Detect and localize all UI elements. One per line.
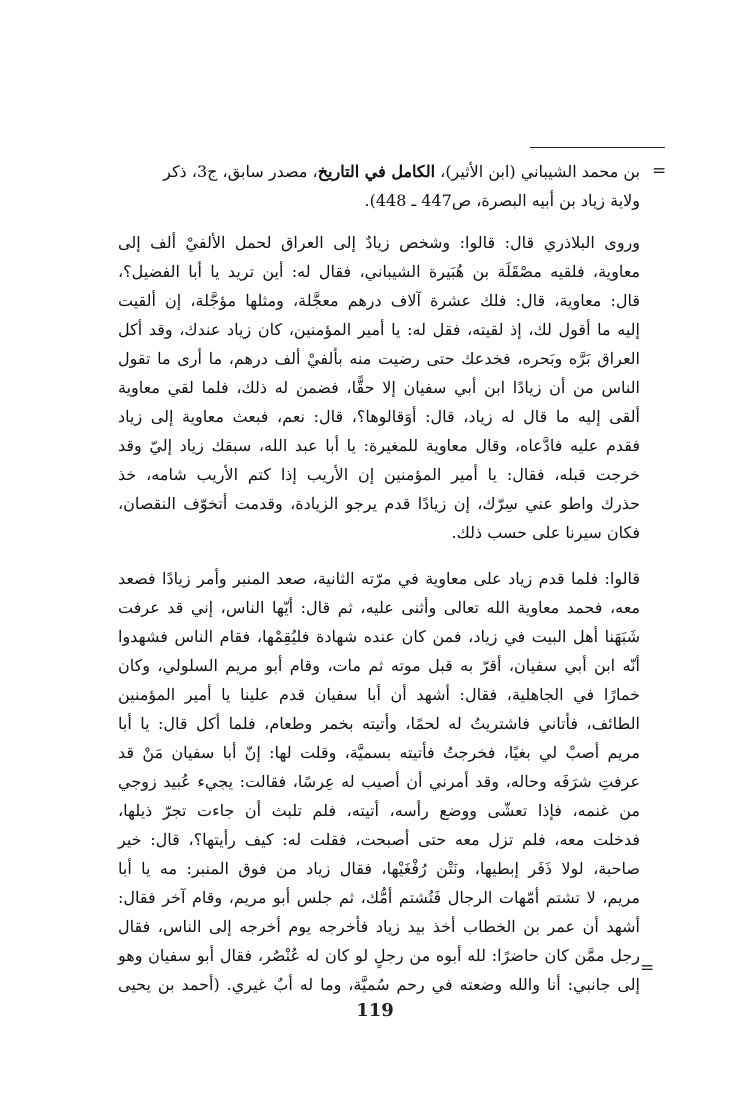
text-line: فقدم عليه فادَّعاه، وقال معاوية للمغيرة: يا أبا عبد الله، سبقك زياد إليّ وقد [118, 436, 640, 455]
footnote-continuation-mark: = [652, 161, 667, 181]
footnote-line-1 [120, 157, 640, 186]
paragraph-1 [118, 228, 640, 547]
text-line: أنّه ابن أبي سفيان، أقرّ به قبل موته ثم مات، وقام أبو مريم السلولي، وكان [118, 656, 640, 675]
footnote-book-title: الكامل في التاريخ [317, 162, 436, 181]
text-line: حذرك واطو عني سِرّك، إن زيادًا قدم يرجو الزيادة، وقدمت أتخوّف النقصان، [118, 494, 640, 513]
text-line: إلى جانبي: أنا والله وضعته في رحم سُميَّة، وما له أبٌ غيري. (أحمد بن يحيى [118, 975, 641, 994]
text-line: معه، فحمد معاوية الله تعالى وأثنى عليه، ثم قال: أيّها الناس، إني قد عرفت [118, 598, 640, 617]
text-line: ألقى إليه ما قال له زياد، قال: أوَقالوها؟، قال: نعم، فبعث معاوية إلى زياد [118, 407, 640, 426]
text-line: رجل ممَّن كان حاضرًا: لله أبوه من رجلٍ لو كان له عُنْصُر، فقال أبو سفيان وهو [118, 946, 640, 965]
text-line: صاحبة، لولا ذَفَر إبطيها، ونَتْن رُفْغَيْها، فقال زياد من فوق المنبر: مه يا أبا [118, 859, 640, 878]
text-line: الطائف، فأتاني فاشتريتُ له لحمًا، وأتيته بخمر وطعام، فلما أكل قال: يا أبا [118, 714, 640, 733]
text-line: شَبَهَنا أهل البيت في زياد، فمن كان عنده شهادة فليُقِمْها، فقام الناس فشهدوا [118, 627, 640, 646]
footnote-separator-rule [530, 147, 665, 148]
text-line: عرفتِ شرَفَه وحاله، وقد أمرني أن أصيب له عِرسًا، فقالت: يجيء عُبيد زوجي [118, 772, 640, 791]
text-line: مريم أصبْ لي بغيًا، فخرجتُ فأتيته بسميَّة، وقلت لها: إنّ أبا سفيان مَنْ قد [118, 743, 640, 762]
text-line: فدخلت معه، فلم تزل معه حتى أصبحت، فقلت له: كيف رأيتها؟، قال: خير [118, 830, 640, 849]
text-line: أشهد أن عمر بن الخطاب أخذ بيد زياد فأخرجه يوم أخرجه إلى الناس، فقال [118, 917, 640, 936]
footnote-line-2: ولاية زياد بن أبيه البصرة، ص447 ـ 448). [364, 191, 640, 210]
text-line: فكان سيرنا على حسب ذلك. [451, 523, 640, 542]
paragraph-2 [118, 564, 640, 999]
text-line: قالوا: فلما قدم زياد على معاوية في مرّته الثانية، صعد المنبر وأمر زيادًا فصعد [118, 569, 640, 588]
footnote-text: بن محمد الشيباني (ابن الأثير)، [435, 162, 640, 181]
text-line: الناس من أن زيادًا ابن أبي سفيان إلا حقًّا، فضمن له ذلك، فلما لقي معاوية [118, 378, 640, 397]
text-line: خرجت قبله، فقال: يا أمير المؤمنين إن الأريب إذا كتم الأريب شامه، خذ [118, 465, 640, 484]
text-line: مريم، لا تشتم أمّهات الرجال فَتُشتم أمُّك، ثم جلس أبو مريم، وقام آخر فقال: [118, 888, 640, 907]
text-line: العراق بَرَّه وبَحره، فخدعك حتى رضيت منه بألفيْ ألف درهم، ما أرى ما تقول [118, 349, 640, 368]
continuation-mark-end: = [640, 958, 655, 978]
text-line: من غنمه، فإذا تعشّى ووضع رأسه، أتيته، فلم تلبث أن جاءت تجرّ ذيلها، [118, 801, 640, 820]
text-line: معاوية، فلقيه مصْقَلَة بن هُبَيرة الشيباني، فقال له: أين تريد يا أبا الفضيل؟، [118, 262, 640, 281]
text-line: إليه ما أقول لك، إذ لقيته، فقل له: يا أمير المؤمنين، كان زياد عندك، وقد أكل [118, 320, 640, 339]
text-line: وروى البلاذري قال: قالوا: وشخص زيادٌ إلى العراق لحمل الألفيْ ألف إلى [118, 233, 640, 252]
footnote-text: ، مصدر سابق، ج3، ذكر [163, 162, 318, 181]
text-line: قال: معاوية، قال: فلك عشرة آلاف درهم معجَّلة، ومثلها مؤجَّلة، إن ألقيت [118, 291, 640, 310]
text-line: خمارًا في الجاهلية، فقال: أشهد أن أبا سفيان قدم علينا يا أمير المؤمنين [118, 685, 640, 704]
page-number: 119 [356, 1000, 394, 1021]
